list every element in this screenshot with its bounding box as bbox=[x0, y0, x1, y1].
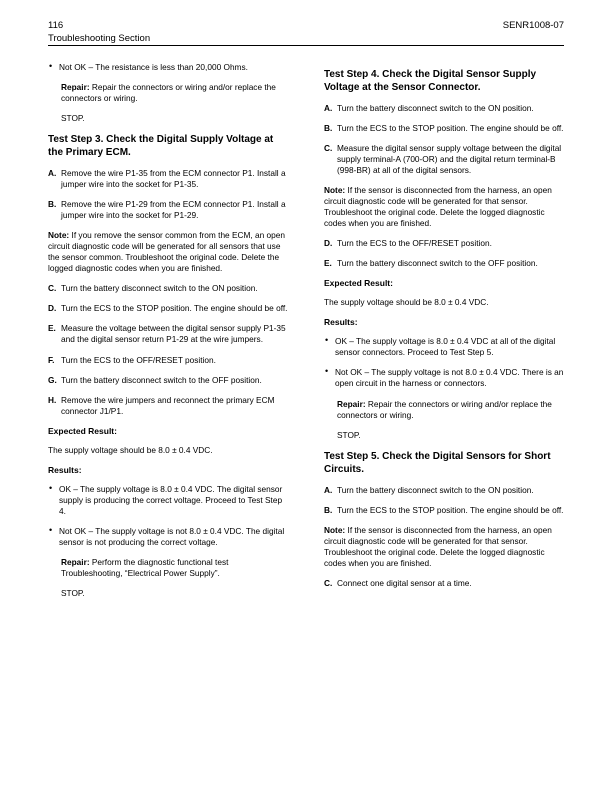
step-text: Turn the battery disconnect switch to the ON position. bbox=[337, 103, 534, 113]
header-top-row bbox=[48, 20, 564, 31]
repair-label: Repair: bbox=[61, 556, 90, 567]
procedure-step bbox=[324, 485, 564, 496]
note-label: Note: bbox=[324, 185, 346, 196]
step-text: Turn the ECS to the STOP position. The engine should be off. bbox=[337, 123, 564, 134]
step-text: Remove the wire jumpers and reconnect the primary ECM connector J1/P1. bbox=[61, 394, 275, 416]
body-paragraph: The supply voltage should be 8.0 ± 0.4 VDC. bbox=[324, 297, 489, 308]
stop-instruction: STOP. bbox=[61, 113, 85, 124]
step-label: C. bbox=[324, 143, 333, 154]
repair-label: Repair: bbox=[61, 82, 90, 93]
procedure-step bbox=[324, 103, 564, 114]
document-id: SENR1008-07 bbox=[502, 20, 564, 31]
note-block bbox=[324, 185, 564, 229]
procedure-step bbox=[324, 143, 564, 176]
step-label: G. bbox=[48, 374, 57, 385]
note-block bbox=[48, 230, 288, 274]
bullet-text: Not OK – The supply voltage is not 8.0 ± 0.4 VDC. The digital sensor is not producing the correct voltage. bbox=[59, 525, 285, 547]
note-text: If you remove the sensor common from the ECM, an open circuit diagnostic code will be generated for all sensors that use the sensor common. Troubleshoot the original code. Delete the logged diagnostic codes when you are finished. bbox=[48, 230, 286, 274]
note-text: If the sensor is disconnected from the harness, an open circuit diagnostic code will be generated for that sensor. Troubleshoot the original code. Delete the logged diagnostic codes when you are finished. bbox=[324, 185, 552, 229]
step-text: Turn the ECS to the OFF/RESET position. bbox=[61, 354, 216, 365]
step-text: Remove the wire P1-29 from the ECM connector P1. Install a jumper wire into the socket for P1-29. bbox=[61, 199, 286, 221]
repair-instruction bbox=[48, 557, 288, 579]
step-text: Remove the wire P1-35 from the ECM connector P1. Install a jumper wire into the socket for P1-35. bbox=[61, 168, 286, 190]
procedure-step bbox=[324, 578, 564, 589]
step-label: A. bbox=[48, 168, 57, 179]
subsection-heading: Expected Result: bbox=[324, 278, 393, 289]
header-divider bbox=[48, 45, 564, 46]
stop-instruction: STOP. bbox=[61, 587, 85, 598]
repair-instruction bbox=[48, 82, 288, 104]
test-step-heading: Test Step 5. Check the Digital Sensors for Short Circuits. bbox=[324, 450, 551, 475]
bullet-text: OK – The supply voltage is 8.0 ± 0.4 VDC. The digital sensor supply is producing the correct voltage. Proceed to Test Step 4. bbox=[59, 483, 283, 516]
procedure-step bbox=[324, 123, 564, 134]
repair-text: Perform the diagnostic functional test Troubleshooting, “Electrical Power Supply”. bbox=[61, 556, 229, 578]
bullet-text: Not OK – The supply voltage is not 8.0 ± 0.4 VDC. There is an open circuit in the harness or connectors. bbox=[335, 367, 564, 389]
bullet-dot-icon: • bbox=[49, 61, 53, 71]
note-text: If the sensor is disconnected from the harness, an open circuit diagnostic code will be generated for that sensor. Troubleshoot the original code. Delete the logged diagnostic codes when you are finished. bbox=[324, 524, 552, 568]
bullet-dot-icon: • bbox=[325, 335, 329, 346]
procedure-step bbox=[48, 355, 288, 366]
step-label: H. bbox=[48, 394, 57, 405]
procedure-step bbox=[48, 375, 288, 386]
step-label: C. bbox=[324, 577, 333, 588]
test-step-heading: Test Step 3. Check the Digital Supply Voltage at the Primary ECM. bbox=[48, 134, 274, 159]
result-bullet bbox=[48, 62, 288, 73]
procedure-step bbox=[48, 395, 288, 417]
subsection-heading: Results: bbox=[324, 317, 358, 328]
result-bullet bbox=[48, 484, 288, 517]
repair-text: Repair the connectors or wiring and/or replace the connectors or wiring. bbox=[61, 82, 276, 104]
step-label: E. bbox=[324, 258, 332, 269]
step-text: Turn the battery disconnect switch to the ON position. bbox=[61, 283, 258, 294]
bullet-dot-icon: • bbox=[49, 482, 53, 493]
note-label: Note: bbox=[48, 230, 70, 241]
step-label: A. bbox=[324, 484, 333, 495]
bullet-text: OK – The supply voltage is 8.0 ± 0.4 VDC at all of the digital sensor connectors. Proceed to Test Step 5. bbox=[335, 336, 556, 358]
stop-instruction: STOP. bbox=[337, 429, 361, 440]
procedure-step bbox=[48, 283, 288, 294]
procedure-step bbox=[48, 323, 288, 345]
step-label: E. bbox=[48, 323, 56, 334]
procedure-step bbox=[48, 303, 288, 314]
page-header bbox=[48, 20, 564, 46]
step-label: B. bbox=[324, 123, 333, 134]
repair-text: Repair the connectors or wiring and/or replace the connectors or wiring. bbox=[337, 398, 552, 420]
step-text: Turn the ECS to the OFF/RESET position. bbox=[337, 238, 492, 249]
repair-label: Repair: bbox=[337, 398, 366, 409]
procedure-step bbox=[48, 199, 288, 221]
subsection-heading: Expected Result: bbox=[48, 425, 117, 436]
step-text: Measure the digital sensor supply voltage between the digital supply terminal-A (700-OR) and the digital return terminal-B (998-BR) at all of the digital sensors. bbox=[337, 143, 562, 176]
bullet-dot-icon: • bbox=[49, 524, 53, 535]
step-label: B. bbox=[324, 504, 333, 515]
right-column bbox=[324, 62, 564, 608]
repair-instruction bbox=[324, 399, 564, 421]
procedure-step bbox=[48, 168, 288, 190]
result-bullet bbox=[324, 336, 564, 358]
test-step-heading: Test Step 4. Check the Digital Sensor Supply Voltage at the Sensor Connector. bbox=[324, 69, 537, 93]
body-paragraph: The supply voltage should be 8.0 ± 0.4 VDC. bbox=[48, 444, 213, 455]
result-bullet bbox=[48, 526, 288, 548]
subsection-heading: Results: bbox=[48, 464, 82, 475]
note-label: Note: bbox=[324, 524, 346, 535]
section-title: Troubleshooting Section bbox=[48, 33, 151, 44]
step-label: D. bbox=[48, 303, 57, 314]
step-text: Turn the battery disconnect switch to the OFF position. bbox=[337, 258, 538, 269]
note-block bbox=[324, 525, 564, 569]
page-number: 116 bbox=[48, 20, 64, 31]
step-text: Measure the voltage between the digital sensor supply P1-35 and the digital sensor return P1-29 at the wire jumpers. bbox=[61, 323, 286, 345]
bullet-dot-icon: • bbox=[325, 366, 329, 377]
step-label: D. bbox=[324, 238, 333, 249]
left-column bbox=[48, 62, 288, 608]
procedure-step bbox=[324, 505, 564, 516]
bullet-text: Not OK – The resistance is less than 20,000 Ohms. bbox=[59, 62, 248, 72]
procedure-step bbox=[324, 258, 564, 269]
step-text: Turn the battery disconnect switch to the OFF position. bbox=[61, 374, 262, 385]
procedure-step bbox=[324, 238, 564, 249]
step-label: B. bbox=[48, 199, 57, 210]
step-label: C. bbox=[48, 283, 57, 294]
step-text: Turn the ECS to the STOP position. The engine should be off. bbox=[337, 504, 564, 515]
result-bullet bbox=[324, 367, 564, 389]
step-text: Connect one digital sensor at a time. bbox=[337, 577, 472, 588]
page-body bbox=[48, 62, 564, 608]
step-label: A. bbox=[324, 103, 333, 113]
step-label: F. bbox=[48, 354, 55, 365]
step-text: Turn the battery disconnect switch to the ON position. bbox=[337, 484, 534, 495]
step-text: Turn the ECS to the STOP position. The engine should be off. bbox=[61, 303, 288, 314]
